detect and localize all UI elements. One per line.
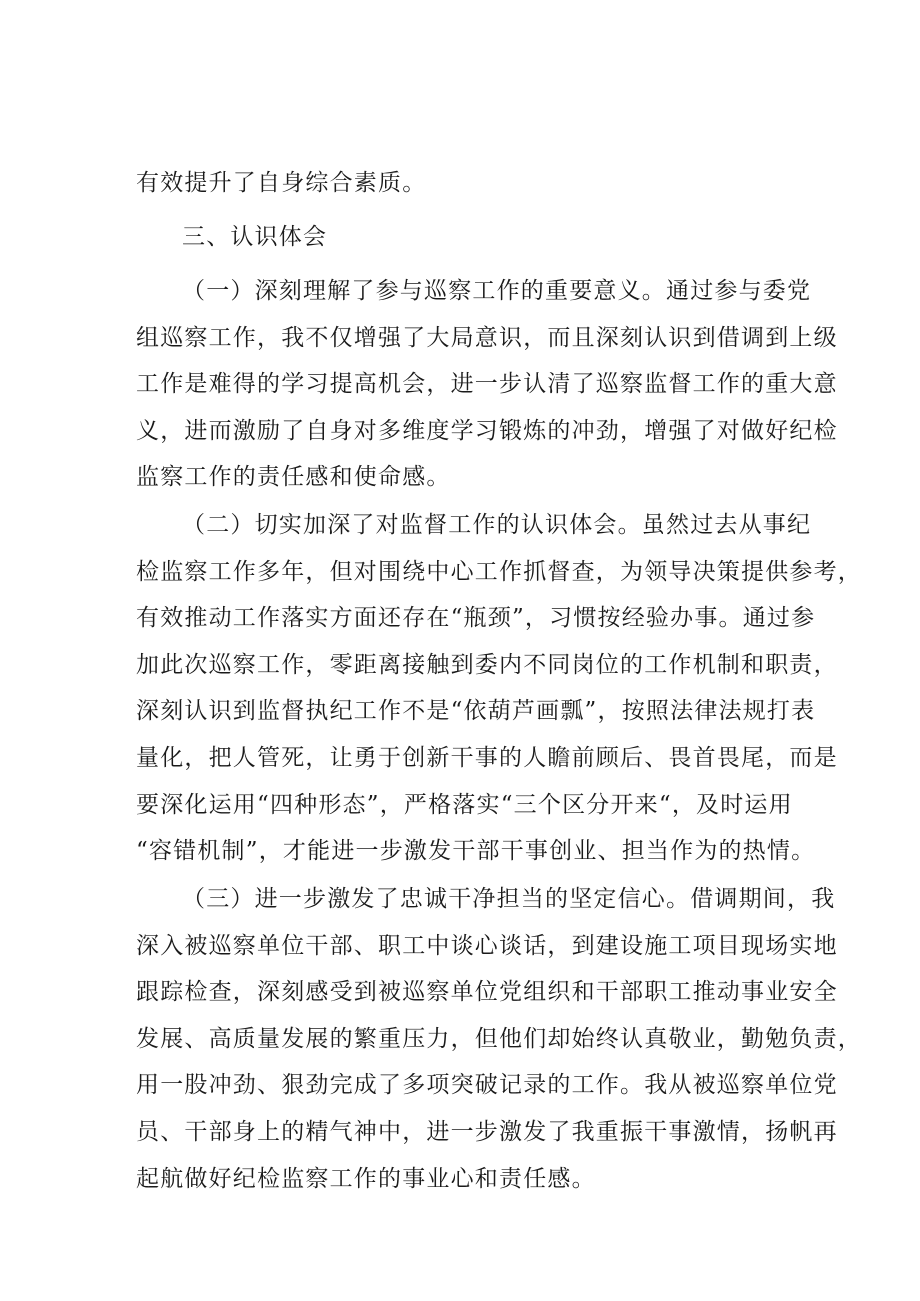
text-line: 加此次巡察工作，零距离接触到委内不同岗位的工作机制和职责， [136,651,838,678]
text-line: （一）深刻理解了参与巡察工作的重要意义。通过参与委党 [182,278,812,304]
text-line: 深入被巡察单位干部、职工中谈心谈话，到建设施工项目现场实地 [136,932,838,959]
paragraph-3 [136,876,862,1202]
continuation-paragraph [136,160,796,207]
text-line: 有效推动工作落实方面还存在“瓶颈”，习惯按经验办事。通过参 [136,605,816,632]
text-line: 义，进而激励了自身对多维度学习锻炼的冲劲，增强了对做好纪检 [136,417,838,444]
text-line: 跟踪检查，深刻感受到被巡察单位党组织和干部职工推动事业安全 [136,979,838,1006]
text-line: 量化，把人管死，让勇于创新干事的人瞻前顾后、畏首畏尾，而是 [136,744,838,771]
text-line: （二）切实加深了对监督工作的认识体会。虽然过去从事纪 [182,512,812,538]
text-line: 工作是难得的学习提高机会，进一步认清了巡察监督工作的重大意 [136,371,838,398]
text-line: 监察工作的责任感和使命感。 [136,464,451,491]
section-heading-text: 三、认识体会 [182,224,328,250]
text-line: 用一股冲劲、狠劲完成了多项突破记录的工作。我从被巡察单位党 [136,1072,838,1099]
paragraph-2 [136,502,862,875]
section-heading [136,214,796,261]
text-line: 检监察工作多年，但对围绕中心工作抓督查，为领导决策提供参考， [136,558,862,585]
text-line: 深刻认识到监督执纪工作不是“依葫芦画瓢”，按照法律法规打表 [136,698,816,725]
text-line: 起航做好纪检监察工作的事业心和责任感。 [136,1165,596,1192]
paragraph-1 [136,268,838,501]
text-line: （三）进一步激发了忠诚干净担当的坚定信心。借调期间，我 [182,886,836,912]
text-line: 员、干部身上的精气神中，进一步激发了我重振干事激情，扬帆再 [136,1118,838,1145]
text-line: 组巡察工作，我不仅增强了大局意识，而且深刻认识到借调到上级 [136,324,838,351]
text-line: “容错机制”，才能进一步激发干部干事创业、担当作为的热情。 [136,838,816,865]
text-line: 发展、高质量发展的繁重压力，但他们却始终认真敬业，勤勉负责， [136,1025,862,1052]
text-line: 有效提升了自身综合素质。 [136,170,427,196]
text-line: 要深化运用“四种形态”，严格落实“三个区分开来“，及时运用 [136,791,793,818]
